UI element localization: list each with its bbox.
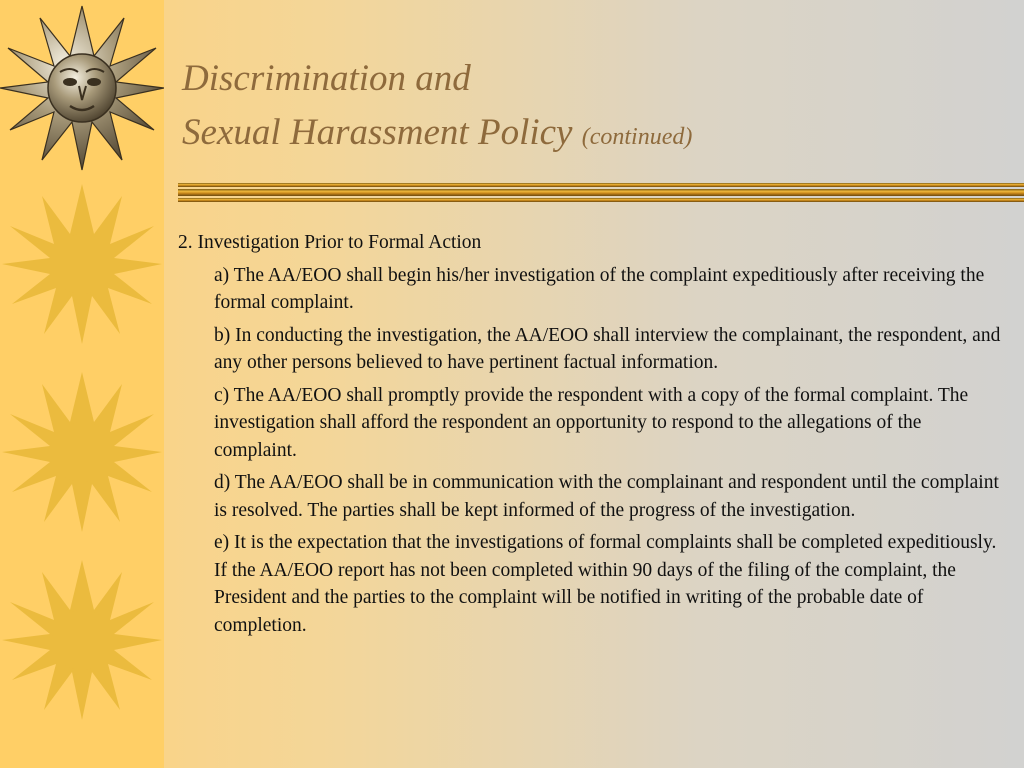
sun-icon xyxy=(2,372,162,532)
decorative-sidebar xyxy=(0,0,164,768)
sun-icon xyxy=(2,560,162,720)
title-line-1: Discrimination and xyxy=(182,58,471,99)
list-item: b) In conducting the investigation, the AA/EOO shall interview the complainant, the respondent, and any other persons believed to have pertinent factual information. xyxy=(214,324,1001,373)
sun-face-icon xyxy=(0,6,164,170)
title-line-2: Sexual Harassment Policy xyxy=(182,112,573,153)
sun-icon xyxy=(2,184,162,344)
title-suffix: (continued) xyxy=(581,124,693,150)
list-item: a) The AA/EOO shall begin his/her investigation of the complaint expeditiously after receiving the formal complaint. xyxy=(214,264,985,313)
section-heading: 2. Investigation Prior to Formal Action xyxy=(178,232,482,253)
list-item: c) The AA/EOO shall promptly provide the respondent with a copy of the formal complaint. The investigation shall afford the respondent an opportunity to respond to the allegations of the complaint. xyxy=(214,384,969,461)
slide-title xyxy=(182,52,1002,164)
title-divider-rule xyxy=(178,181,1024,205)
list-item: d) The AA/EOO shall be in communication with the complainant and respondent until the complaint is resolved. The parties shall be kept informed of the progress of the investigation. xyxy=(214,472,999,521)
list-item: e) It is the expectation that the investigations of formal complaints shall be completed expeditiously. If the AA/EOO report has not been completed within 90 days of the filing of the complaint, the President and the parties to the complaint will be notified in writing of the probable date of completion. xyxy=(214,532,997,636)
sun-column xyxy=(0,0,164,768)
slide-body xyxy=(178,229,1008,644)
